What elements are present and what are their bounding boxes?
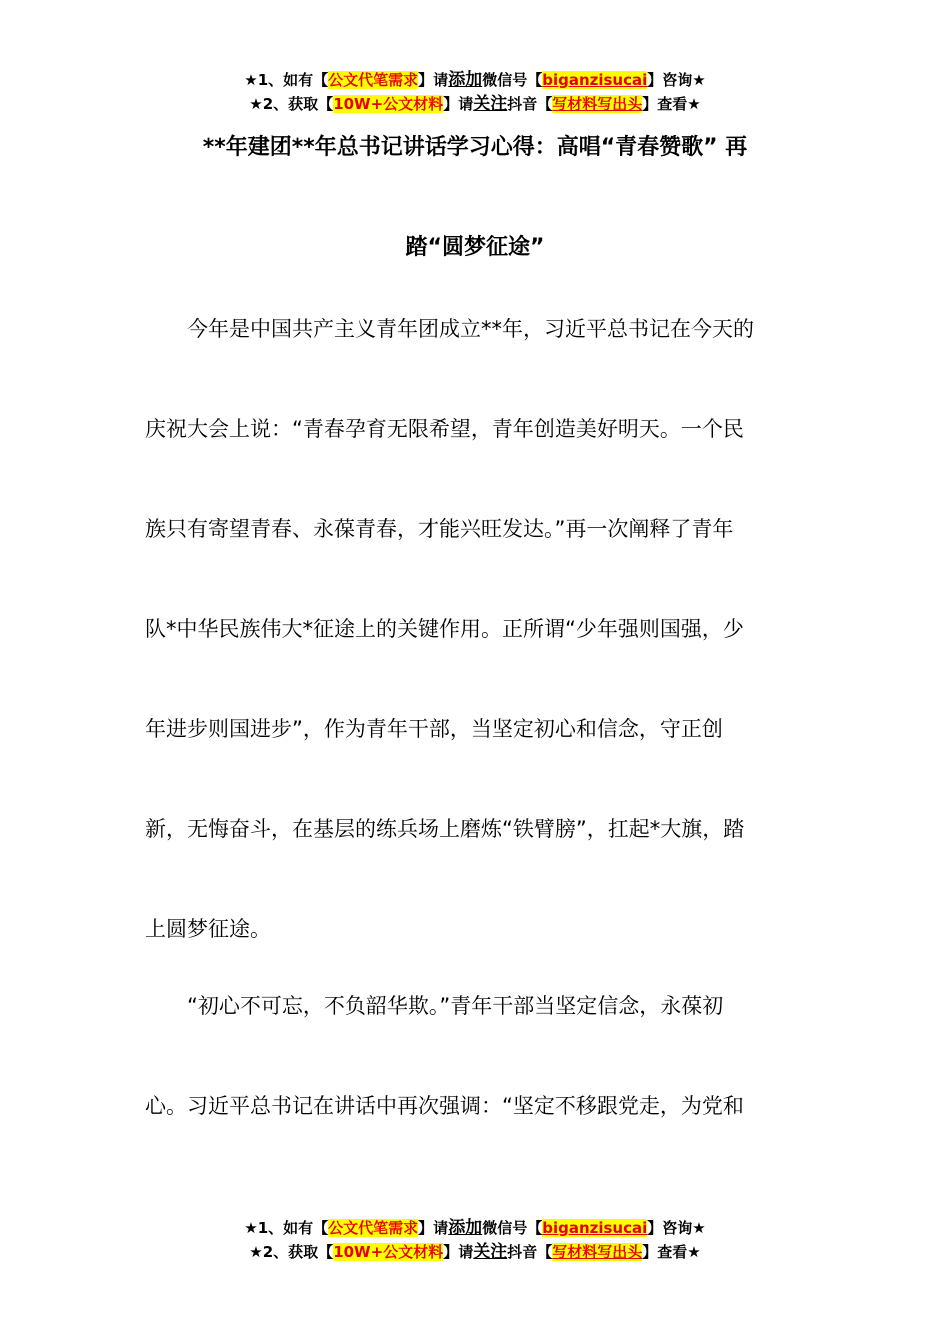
banner-text: 抖音【 (507, 1243, 553, 1261)
wechat-id-highlight: biganzisucai (542, 71, 648, 89)
paragraph-line: 队*中华民族伟大*征途上的关键作用。正所谓“少年强则国强，少 (145, 617, 744, 641)
douyin-id-highlight: 写材料写出头 (552, 95, 643, 113)
banner-line-1 (0, 1217, 950, 1241)
banner-text: 】请 (418, 1219, 449, 1237)
banner-emphasis: 关注 (473, 1242, 508, 1262)
banner-text: 】查看★ (642, 1243, 701, 1261)
douyin-id-highlight: 写材料写出头 (552, 1243, 643, 1261)
ghostwriting-service-highlight: 公文代笔需求 (328, 1219, 419, 1237)
document-title-line-1: **年建团**年总书记讲话学习心得：高唱“青春赞歌” 再 (202, 135, 748, 160)
banner-line-2 (0, 1241, 950, 1265)
banner-text: 】请 (443, 95, 474, 113)
banner-emphasis: 添加 (448, 1218, 483, 1238)
ghostwriting-service-highlight: 公文代笔需求 (328, 71, 419, 89)
banner-emphasis: 添加 (448, 70, 483, 90)
paragraph-line: “初心不可忘，不负韶华欺。”青年干部当坚定信念，永葆初 (187, 994, 724, 1018)
paragraph-line: 新，无悔奋斗，在基层的练兵场上磨炼“铁臂膀”，扛起*大旗，踏 (145, 817, 745, 841)
banner-text: 】查看★ (642, 95, 701, 113)
banner-text: 微信号【 (482, 71, 543, 89)
banner-emphasis: 关注 (473, 94, 508, 114)
banner-text: 】请 (443, 1243, 474, 1261)
materials-highlight: 10W+公文材料 (333, 95, 444, 113)
banner-text: ★2、获取【 (249, 95, 334, 113)
banner-text: 】咨询★ (647, 71, 706, 89)
paragraph-line: 今年是中国共产主义青年团成立**年，习近平总书记在今天的 (187, 317, 754, 341)
paragraph-line: 上圆梦征途。 (145, 917, 271, 941)
paragraph-line: 族只有寄望青春、永葆青春，才能兴旺发达。”再一次阐释了青年 (145, 517, 734, 541)
wechat-id-highlight: biganzisucai (542, 1219, 648, 1237)
header-banner (0, 69, 950, 117)
banner-text: ★2、获取【 (249, 1243, 334, 1261)
banner-text: 】请 (418, 71, 449, 89)
materials-highlight: 10W+公文材料 (333, 1243, 444, 1261)
banner-text: ★1、如有【 (244, 1219, 329, 1237)
paragraph-line: 年进步则国进步”，作为青年干部，当坚定初心和信念，守正创 (145, 717, 723, 741)
banner-text: 抖音【 (507, 95, 553, 113)
banner-line-1 (0, 69, 950, 93)
document-title-line-2: 踏“圆梦征途” (405, 235, 545, 260)
banner-text: 】咨询★ (647, 1219, 706, 1237)
paragraph-line: 心。习近平总书记在讲话中再次强调：“坚定不移跟党走，为党和 (145, 1094, 744, 1118)
footer-banner (0, 1217, 950, 1265)
banner-text: ★1、如有【 (244, 71, 329, 89)
banner-line-2 (0, 93, 950, 117)
banner-text: 微信号【 (482, 1219, 543, 1237)
paragraph-line: 庆祝大会上说：“青春孕育无限希望，青年创造美好明天。一个民 (145, 417, 744, 441)
